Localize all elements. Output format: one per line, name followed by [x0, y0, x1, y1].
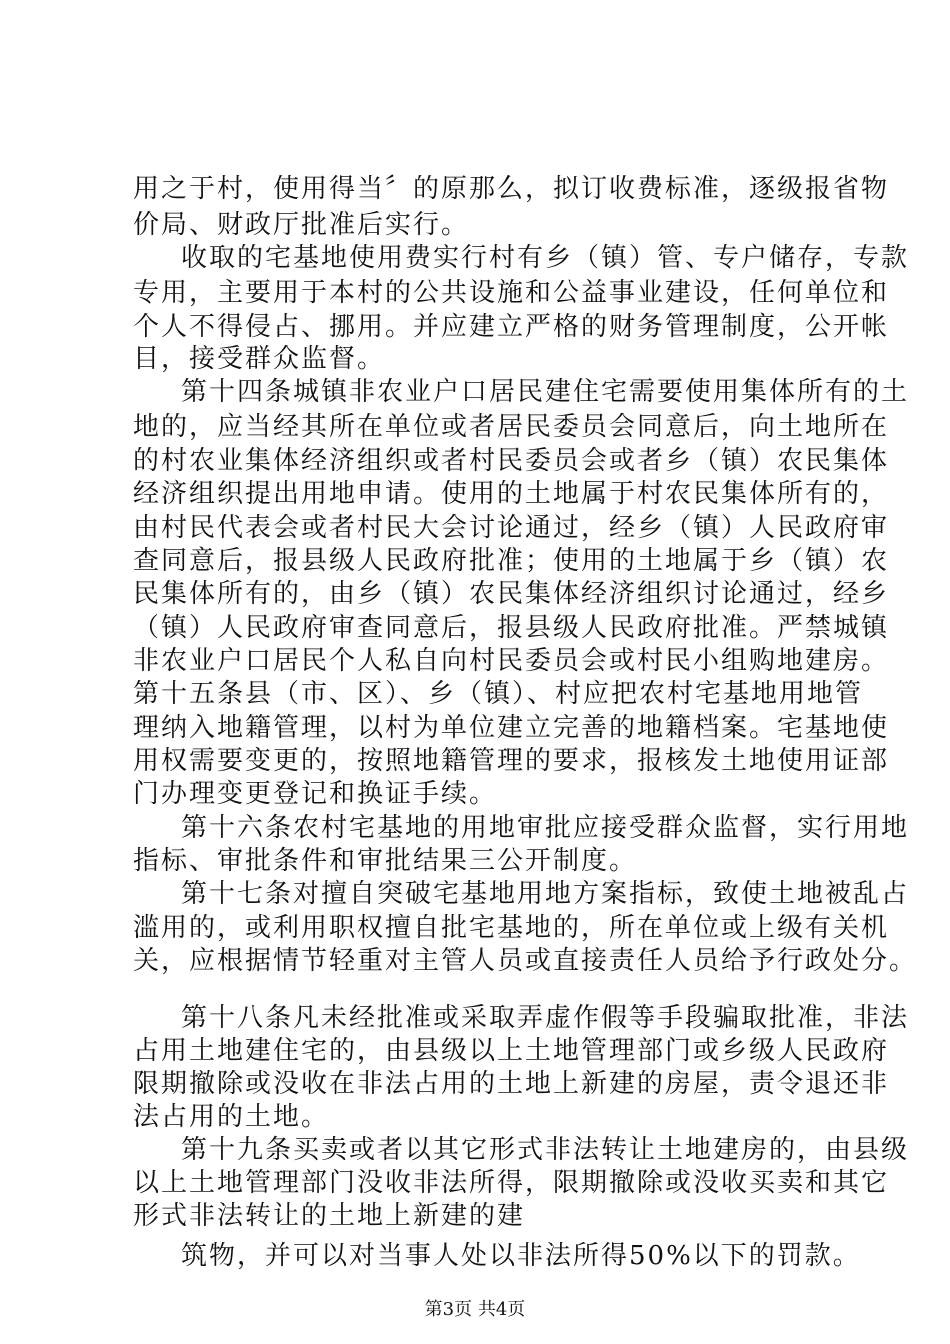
text-line: 限期撤除或没收在非法占用的土地上新建的房屋，责令退还非	[133, 1069, 890, 1099]
text-line: 目，接受群众监督。	[133, 344, 386, 374]
text-line: 形式非法转让的土地上新建的建	[133, 1201, 526, 1231]
text-line: 指标、审批条件和审批结果三公开制度。	[133, 846, 638, 876]
text-line: 价局、财政厅批准后实行。	[133, 210, 470, 240]
text-line: 占用土地建住宅的，由县级以上土地管理部门或乡级人民政府	[133, 1036, 890, 1066]
text-line: 门办理变更登记和换证手续。	[133, 779, 498, 809]
text-line: 第十八条凡未经批准或采取弄虚作假等手段骗取批准，非法	[181, 1003, 910, 1033]
text-line: 经济组织提出用地申请。使用的土地属于村农民集体所有的，	[133, 479, 890, 509]
text-line: 第十四条城镇非农业户口居民建住宅需要使用集体所有的土	[181, 377, 910, 407]
text-line: 第十九条买卖或者以其它形式非法转让土地建房的，由县级	[181, 1135, 910, 1165]
text-line: 第十五条县（市、区）、乡（镇）、村应把农村宅基地用地管	[133, 679, 864, 709]
text-line: 个人不得侵占、挪用。并应建立严格的财务管理制度，公开帐	[133, 312, 890, 342]
text-line: 筑物，并可以对当事人处以非法所得50%以下的罚款。	[181, 1241, 861, 1271]
text-line: 专用，主要用于本村的公共设施和公益事业建设，任何单位和	[133, 278, 890, 308]
text-line: 滥用的，或利用职权擅自批宅基地的，所在单位或上级有关机	[133, 913, 890, 943]
text-line: 用权需要变更的，按照地籍管理的要求，报核发土地使用证部	[133, 746, 890, 776]
page-number: 第3页 共4页	[424, 1299, 526, 1320]
text-line: 收取的宅基地使用费实行村有乡（镇）管、专户储存，专款	[181, 243, 910, 273]
text-line: 的村农业集体经济组织或者村民委员会或者乡（镇）农民集体	[133, 446, 890, 476]
text-line: 非农业户口居民个人私自向村民委员会或村民小组购地建房。	[133, 646, 890, 676]
text-line: 由村民代表会或者村民大会讨论通过，经乡（镇）人民政府审	[133, 513, 890, 543]
text-line: 地的，应当经其所在单位或者居民委员会同意后，向土地所在	[133, 412, 890, 442]
text-line: 理纳入地籍管理，以村为单位建立完善的地籍档案。宅基地使	[133, 713, 890, 743]
text-line: 民集体所有的，由乡（镇）农民集体经济组织讨论通过，经乡	[133, 579, 890, 609]
text-line: （镇）人民政府审查同意后，报县级人民政府批准。严禁城镇	[133, 613, 890, 643]
text-line: 查同意后，报县级人民政府批准；使用的土地属于乡（镇）农	[133, 546, 890, 576]
text-line: 用之于村，使用得当〞的原那么，拟订收费标准，逐级报省物	[133, 174, 890, 204]
text-line: 第十七条对擅自突破宅基地用地方案指标，致使土地被乱占	[181, 879, 910, 909]
text-line: 以上土地管理部门没收非法所得，限期撤除或没收买卖和其它	[133, 1168, 890, 1198]
text-line: 法占用的土地。	[133, 1102, 330, 1132]
text-line: 关，应根据情节轻重对主管人员或直接责任人员给予行政处分。	[133, 946, 918, 976]
text-line: 第十六条农村宅基地的用地审批应接受群众监督，实行用地	[181, 813, 910, 843]
